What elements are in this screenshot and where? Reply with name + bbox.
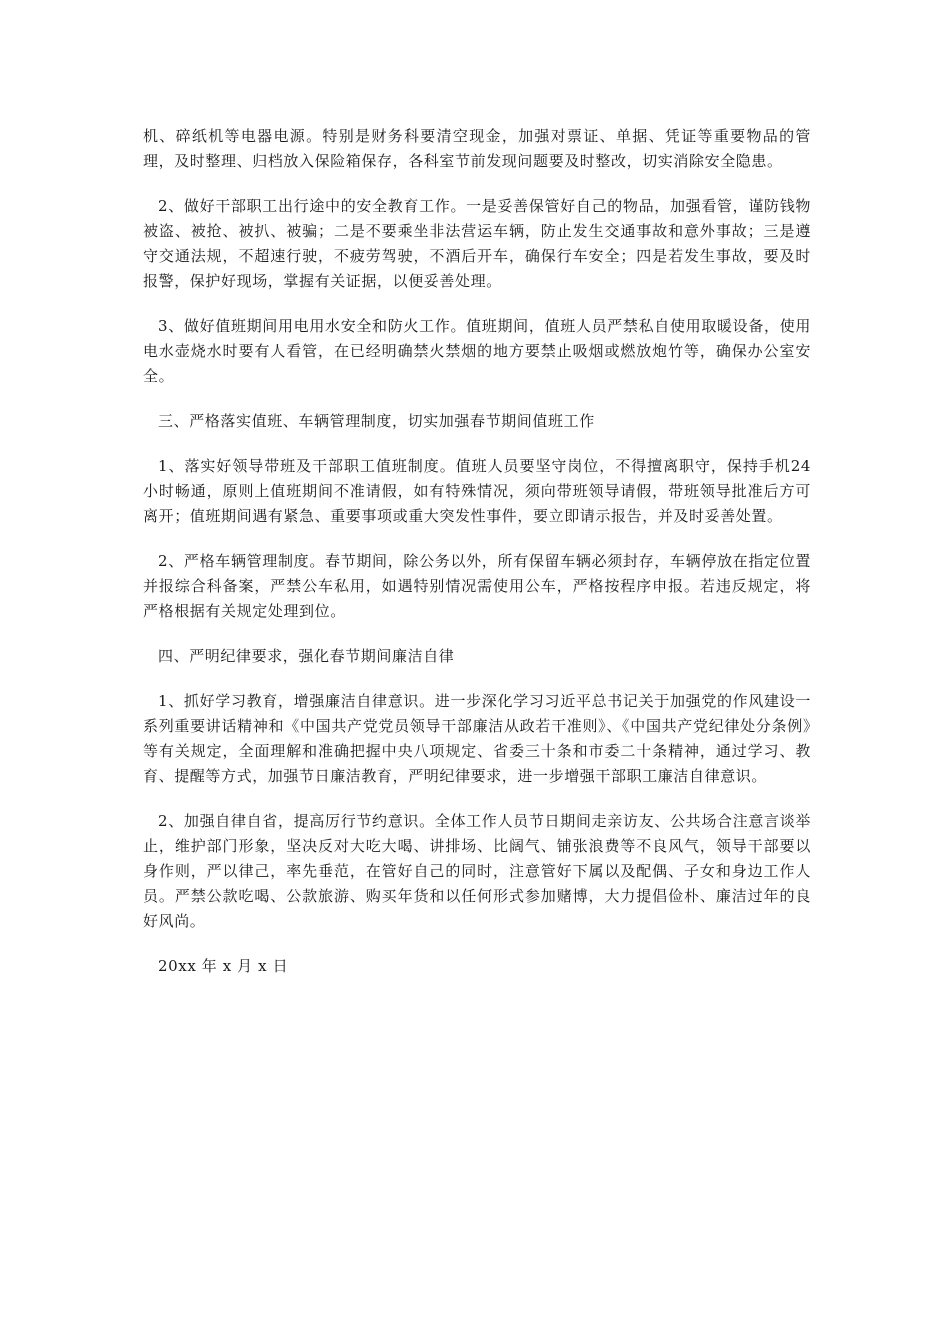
paragraph-item-2-self-discipline: 2、加强自律自省，提高厉行节约意识。全体工作人员节日期间走亲访友、公共场合注意言谈举止，维护部门形象，坚决反对大吃大喝、讲排场、比阔气、铺张浪费等不良风气，领导干部要以身作则，严以律己，率先垂范，在管好自己的同时，注意管好下属以及配偶、子女和身边工作人员。严禁公款吃喝、公款旅游、购买年货和以任何形式参加赌博，大力提倡俭朴、廉洁过年的良好风尚。 xyxy=(143,812,811,930)
paragraph-item-1-duty-system: 1、落实好领导带班及干部职工值班制度。值班人员要坚守岗位，不得擅离职守，保持手机24小时畅通，原则上值班期间不准请假，如有特殊情况，须向带班领导请假，带班领导批准后方可离开；值班期间遇有紧急、重要事项或重大突发性事件，要立即请示报告，并及时妥善处置。 xyxy=(143,457,811,525)
paragraph-item-1-study-education: 1、抓好学习教育，增强廉洁自律意识。进一步深化学习习近平总书记关于加强党的作风建设一系列重要讲话精神和《中国共产党党员领导干部廉洁从政若干准则》、《中国共产党纪律处分条例》等有关规定，全面理解和准确把握中央八项规定、省委三十条和市委二十条精神，通过学习、教育、提醒等方式，加强节日廉洁教育，严明纪律要求，进一步增强干部职工廉洁自律意识。 xyxy=(143,692,811,785)
paragraph-item-3-duty-safety: 3、做好值班期间用电用水安全和防火工作。值班期间，值班人员严禁私自使用取暖设备，使用电水壶烧水时要有人看管，在已经明确禁火禁烟的地方要禁止吸烟或燃放炮竹等，确保办公室安全。 xyxy=(143,317,811,385)
paragraph-continuation: 机、碎纸机等电器电源。特别是财务科要清空现金，加强对票证、单据、凭证等重要物品的管理，及时整理、归档放入保险箱保存，各科室节前发现问题要及时整改，切实消除安全隐患。 xyxy=(143,127,811,170)
document-date: 20xx 年 x 月 x 日 xyxy=(158,957,289,975)
section-3-heading: 三、严格落实值班、车辆管理制度，切实加强春节期间值班工作 xyxy=(158,412,595,430)
paragraph-item-2-travel-safety: 2、做好干部职工出行途中的安全教育工作。一是妥善保管好自己的物品，加强看管，谨防钱物被盗、被抢、被扒、被骗；二是不要乘坐非法营运车辆，防止发生交通事故和意外事故；三是遵守交通法规，不超速行驶，不疲劳驾驶，不酒后开车，确保行车安全；四是若发生事故，要及时报警，保护好现场，掌握有关证据，以便妥善处理。 xyxy=(143,197,811,290)
section-4-heading: 四、严明纪律要求，强化春节期间廉洁自律 xyxy=(158,647,455,665)
paragraph-item-2-vehicle-management: 2、严格车辆管理制度。春节期间，除公务以外，所有保留车辆必须封存，车辆停放在指定位置并报综合科备案，严禁公车私用，如遇特别情况需使用公车，严格按程序申报。若违反规定，将严格根据有关规定处理到位。 xyxy=(143,552,811,620)
document-body xyxy=(143,124,811,999)
